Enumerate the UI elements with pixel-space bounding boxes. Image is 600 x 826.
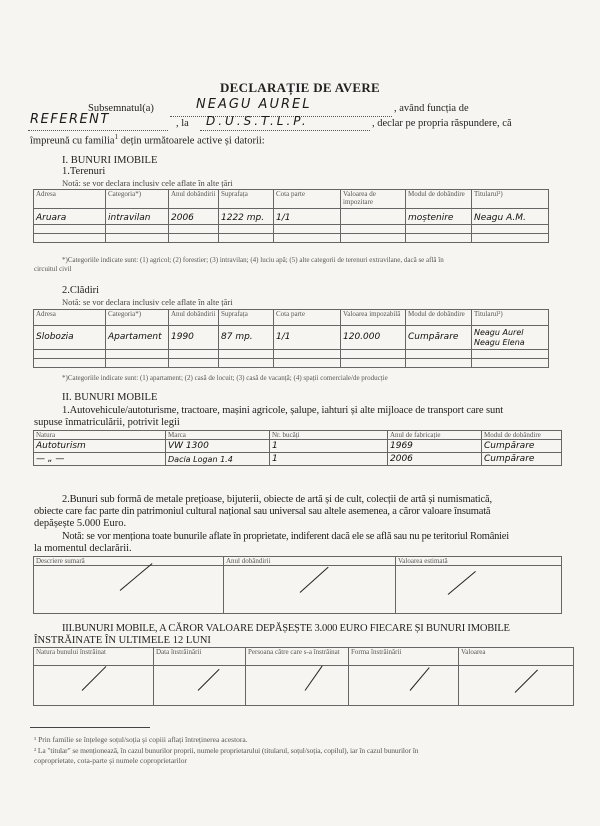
cladiri-cell-cota: 1/1 — [274, 326, 341, 350]
cladiri-h-cota: Cota parte — [274, 310, 341, 326]
intro-line-2-b: dețin următoarele active și datorii: — [120, 135, 265, 147]
declarant-function: REFERENT — [30, 112, 110, 127]
footnote-1: ¹ Prin familie se înțelege soțul/soția și copiii aflați întreținerea acestora. — [34, 735, 248, 744]
terenuri-cell-adresa: Aruara — [34, 209, 106, 225]
vehicles-h-modul: Modul de dobândire — [482, 431, 562, 440]
intro-avand-functia: , având funcția de — [394, 103, 469, 114]
section-2-title: II. BUNURI MOBILE — [62, 392, 158, 403]
cladiri-cell-suprafata: 87 mp. — [219, 326, 274, 350]
table-row — [34, 440, 562, 453]
valuables-paragraph-b: obiecte care fac parte din patrimoniul cultural național sau universal sau altele asemenea, a căror valoare însumată — [34, 506, 491, 517]
cladiri-note: Notă: se vor declara inclusiv cele aflate în alte țări — [62, 297, 233, 307]
vehicles-cell-marca: VW 1300 — [166, 440, 270, 453]
terenuri-h-adresa: Adresa — [34, 190, 106, 209]
footnote-2b: coproprietate, cota-parte și numele coproprietarilor — [34, 756, 188, 765]
cladiri-title: 2.Clădiri — [62, 285, 100, 296]
cladiri-cell-adresa: Slobozia — [34, 326, 106, 350]
vehicles-cell-modul: Cumpărare — [482, 453, 562, 466]
table-row — [34, 209, 549, 225]
terenuri-cell-suprafata: 1222 mp. — [219, 209, 274, 225]
terenuri-header-row — [34, 190, 549, 209]
cladiri-cell-valoarea: 120.000 — [341, 326, 406, 350]
vehicles-cell-modul: Cumpărare — [482, 440, 562, 453]
vehicles-paragraph-b: supuse înmatriculării, potrivit legii — [34, 417, 180, 428]
table-row — [34, 566, 562, 614]
intro-la: , la — [176, 118, 189, 129]
terenuri-title: 1.Terenuri — [62, 166, 106, 177]
terenuri-footnote-b: circuitul civil — [34, 265, 72, 273]
terenuri-h-suprafata: Suprafața — [219, 190, 274, 209]
valuables-note-a: Notă: se vor menționa toate bunurile aflate în proprietate, indiferent dacă ele se află sau nu pe teritoriul României — [62, 531, 509, 542]
terenuri-cell-cota: 1/1 — [274, 209, 341, 225]
cladiri-h-titularul: Titularul²) — [472, 310, 549, 326]
terenuri-h-cota: Cota parte — [274, 190, 341, 209]
cladiri-header-row — [34, 310, 549, 326]
function-underline — [28, 130, 168, 131]
terenuri-h-modul: Modul de dobândire — [406, 190, 472, 209]
table-row — [34, 453, 562, 466]
valuables-note-b: la momentul declarării. — [34, 543, 132, 554]
table-row — [34, 359, 549, 368]
alienated-header-row — [34, 648, 574, 666]
vehicles-cell-natura: — „ — — [34, 453, 166, 466]
valuables-h-valoarea: Valoarea estimată — [396, 557, 562, 566]
cladiri-cell-modul: Cumpărare — [406, 326, 472, 350]
footnote-2a: ² La "titular" se menționează, în cazul bunurilor proprii, numele proprietarului (titularul, soțul/soția, copilul), iar în cazul bunurilor în — [34, 746, 419, 755]
vehicles-cell-nr: 1 — [270, 440, 388, 453]
terenuri-h-titularul: Titularul²) — [472, 190, 549, 209]
intro-line-2-a: împreună cu familia — [30, 135, 115, 147]
declarant-name: NEAGU AUREL — [196, 97, 312, 112]
intro-line-2 — [30, 133, 265, 147]
alienated-table — [33, 647, 574, 706]
valuables-paragraph-a: 2.Bunuri sub formă de metale prețioase, bijuterii, obiecte de artă și de cult, colecții de artă și numismatică, — [62, 494, 493, 505]
section-3-title-b: ÎNSTRĂINATE ÎN ULTIMELE 12 LUNI — [34, 635, 211, 646]
terenuri-h-valoarea: Valoarea de impozitare — [341, 190, 406, 209]
alienated-h-valoarea: Valoarea — [459, 648, 574, 666]
vehicles-h-anul: Anul de fabricație — [388, 431, 482, 440]
terenuri-h-categoria: Categoria*) — [106, 190, 169, 209]
cladiri-h-modul: Modul de dobândire — [406, 310, 472, 326]
terenuri-cell-modul: moștenire — [406, 209, 472, 225]
table-row — [34, 350, 549, 359]
cladiri-h-valoarea: Valoarea impozabilă — [341, 310, 406, 326]
cladiri-h-categoria: Categoria*) — [106, 310, 169, 326]
alienated-h-natura: Natura bunului înstrăinat — [34, 648, 154, 666]
cladiri-h-adresa: Adresa — [34, 310, 106, 326]
valuables-header-row — [34, 557, 562, 566]
cladiri-h-suprafata: Suprafața — [219, 310, 274, 326]
footnote-rule — [30, 727, 150, 728]
cladiri-h-anul: Anul dobândirii — [169, 310, 219, 326]
vehicles-table — [33, 430, 562, 466]
valuables-h-descriere: Descriere sumară — [34, 557, 224, 566]
intro-subsemnatul: Subsemnatul(a) — [88, 103, 154, 114]
valuables-paragraph-c: depășește 5.000 Euro. — [34, 518, 127, 529]
table-row — [34, 225, 549, 234]
cladiri-footnote: *)Categoriile indicate sunt: (1) apartament; (2) casă de locuit; (3) casă de vacanță; (4) spații comerciale/de producție — [62, 374, 388, 382]
vehicles-h-marca: Marca — [166, 431, 270, 440]
alienated-h-data: Data înstrăinării — [154, 648, 246, 666]
vehicles-h-natura: Natura — [34, 431, 166, 440]
institution-underline — [200, 130, 370, 131]
vehicles-cell-nr: 1 — [270, 453, 388, 466]
declarant-institution: D.U.S.T.L.P. — [206, 114, 309, 128]
alienated-h-persoana: Persoana către care s-a înstrăinat — [246, 648, 349, 666]
cladiri-table — [33, 309, 549, 368]
page-title: DECLARAȚIE DE AVERE — [219, 80, 381, 95]
cladiri-cell-anul: 1990 — [169, 326, 219, 350]
terenuri-table — [33, 189, 549, 243]
footnote-ref-1: 1 — [114, 133, 119, 141]
valuables-h-anul: Anul dobândirii — [224, 557, 396, 566]
vehicles-h-nr: Nr. bucăți — [270, 431, 388, 440]
vehicles-cell-anul: 2006 — [388, 453, 482, 466]
table-row — [34, 666, 574, 706]
vehicles-header-row — [34, 431, 562, 440]
terenuri-h-anul: Anul dobândirii — [169, 190, 219, 209]
table-row — [34, 234, 549, 243]
valuables-table — [33, 556, 562, 614]
terenuri-footnote-a: *)Categoriile indicate sunt: (1) agricol; (2) forestier; (3) intravilan; (4) luciu apă; (5) alte categorii de terenuri extravilane, dacă se află în — [62, 256, 444, 264]
terenuri-cell-categoria: intravilan — [106, 209, 169, 225]
cladiri-cell-categoria: Apartament — [106, 326, 169, 350]
vehicles-cell-natura: Autoturism — [34, 440, 166, 453]
section-3-title-a: III.BUNURI MOBILE, A CĂROR VALOARE DEPĂȘEȘTE 3.000 EURO FIECARE ȘI BUNURI IMOBILE — [62, 623, 510, 634]
cladiri-cell-titularul: Neagu Aurel Neagu Elena — [472, 326, 549, 350]
terenuri-note: Notă: se vor declara inclusiv cele aflate în alte țări — [62, 178, 233, 188]
section-1-title: I. BUNURI IMOBILE — [62, 155, 158, 166]
terenuri-cell-anul: 2006 — [169, 209, 219, 225]
terenuri-cell-valoarea — [341, 209, 406, 225]
table-row — [34, 326, 549, 350]
intro-declar: , declar pe propria răspundere, că — [372, 118, 512, 129]
vehicles-cell-anul: 1969 — [388, 440, 482, 453]
vehicles-cell-marca: Dacia Logan 1.4 — [166, 453, 270, 466]
terenuri-cell-titularul: Neagu A.M. — [472, 209, 549, 225]
vehicles-paragraph-a: 1.Autovehicule/autoturisme, tractoare, mașini agricole, șalupe, iahturi și alte mijloace de transport care sunt — [62, 405, 504, 416]
alienated-h-forma: Forma înstrăinării — [349, 648, 459, 666]
